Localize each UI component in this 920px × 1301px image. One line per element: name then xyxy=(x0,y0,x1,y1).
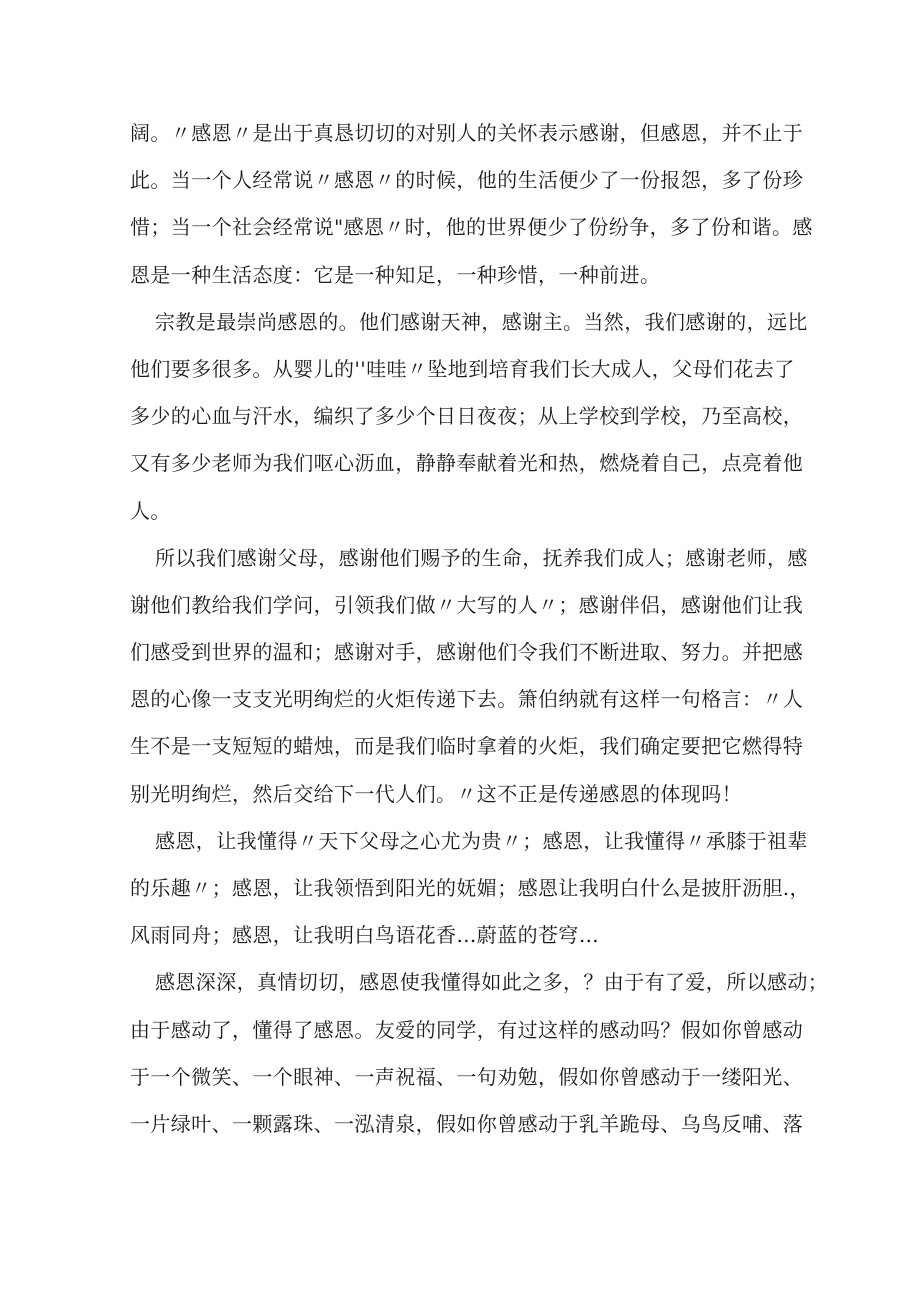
text-line: 此。当一个人经常说〃感恩〃的时候，他的生活便少了一份报怨，多了份珍 xyxy=(130,168,804,193)
paragraph xyxy=(130,299,808,535)
text-line: 谢他们教给我们学问，引领我们做〃大写的人〃；感谢伴侣，感谢他们让我 xyxy=(130,592,804,617)
text-line: 他们要多很多。从婴儿的''哇哇〃坠地到培育我们长大成人，父母们花去了 xyxy=(130,356,795,381)
text-line: 一片绿叶、一颗露珠、一泓清泉，假如你曾感动于乳羊跪母、乌鸟反哺、落 xyxy=(130,1111,804,1136)
text-line: 们感受到世界的温和；感谢对手，感谢他们令我们不断进取、努力。并把感 xyxy=(130,640,804,665)
text-line: 又有多少老师为我们呕心沥血，静静奉献着光和热，燃烧着自己，点亮着他 xyxy=(130,451,804,476)
text-line: 别光明绚烂，然后交给下一代人们。〃这不正是传递感恩的体现吗！ xyxy=(130,781,742,806)
text-line: 多少的心血与汗水，编织了多少个日日夜夜；从上学校到学校，乃至高校， xyxy=(130,404,804,429)
text-line: 惜；当一个社会经常说"感恩〃时，他的世界便少了份纷争，多了份和谐。感 xyxy=(130,215,813,240)
text-line: 感恩深深，真情切切，感恩使我懂得如此之多，？由于有了爱，所以感动； xyxy=(155,970,829,995)
paragraph xyxy=(130,110,813,299)
text-line: 生不是一支短短的蜡烛，而是我们临时拿着的火炬，我们确定要把它燃得特 xyxy=(130,734,804,759)
text-line: 于一个微笑、一个眼神、一声祝福、一句劝勉，假如你曾感动于一缕阳光、 xyxy=(130,1064,804,1089)
text-line: 人。 xyxy=(130,498,171,523)
paragraph xyxy=(130,535,808,818)
text-line: 宗教是最崇尚感恩的。他们感谢天神，感谢主。当然，我们感谢的，远比 xyxy=(155,309,808,334)
text-line: 感恩，让我懂得〃天下父母之心尤为贵〃；感恩，让我懂得〃承膝于祖辈 xyxy=(155,828,808,853)
document-body xyxy=(130,110,829,1148)
text-line: 所以我们感谢父母，感谢他们赐予的生命，抚养我们成人；感谢老师，感 xyxy=(155,545,808,570)
text-line: 阔。〃感恩〃是出于真恳切切的对别人的关怀表示感谢，但感恩，并不止于 xyxy=(130,121,804,145)
paragraph xyxy=(130,959,829,1148)
text-line: 由于感动了，懂得了感恩。友爱的同学，有过这样的感动吗？假如你曾感动 xyxy=(130,1017,804,1042)
text-line: 风雨同舟；感恩，让我明白鸟语花香…蔚蓝的苍穹… xyxy=(130,923,600,948)
text-line: 的乐趣〃；感恩，让我领悟到阳光的妩媚；感恩让我明白什么是披肝沥胆.， xyxy=(130,876,810,900)
text-line: 恩是一种生活态度：它是一种知足，一种珍惜，一种前进。 xyxy=(130,262,661,287)
text-line: 恩的心像一支支光明绚烂的火炬传递下去。箫伯纳就有这样一句格言：〃人 xyxy=(130,687,804,712)
paragraph xyxy=(130,818,810,960)
